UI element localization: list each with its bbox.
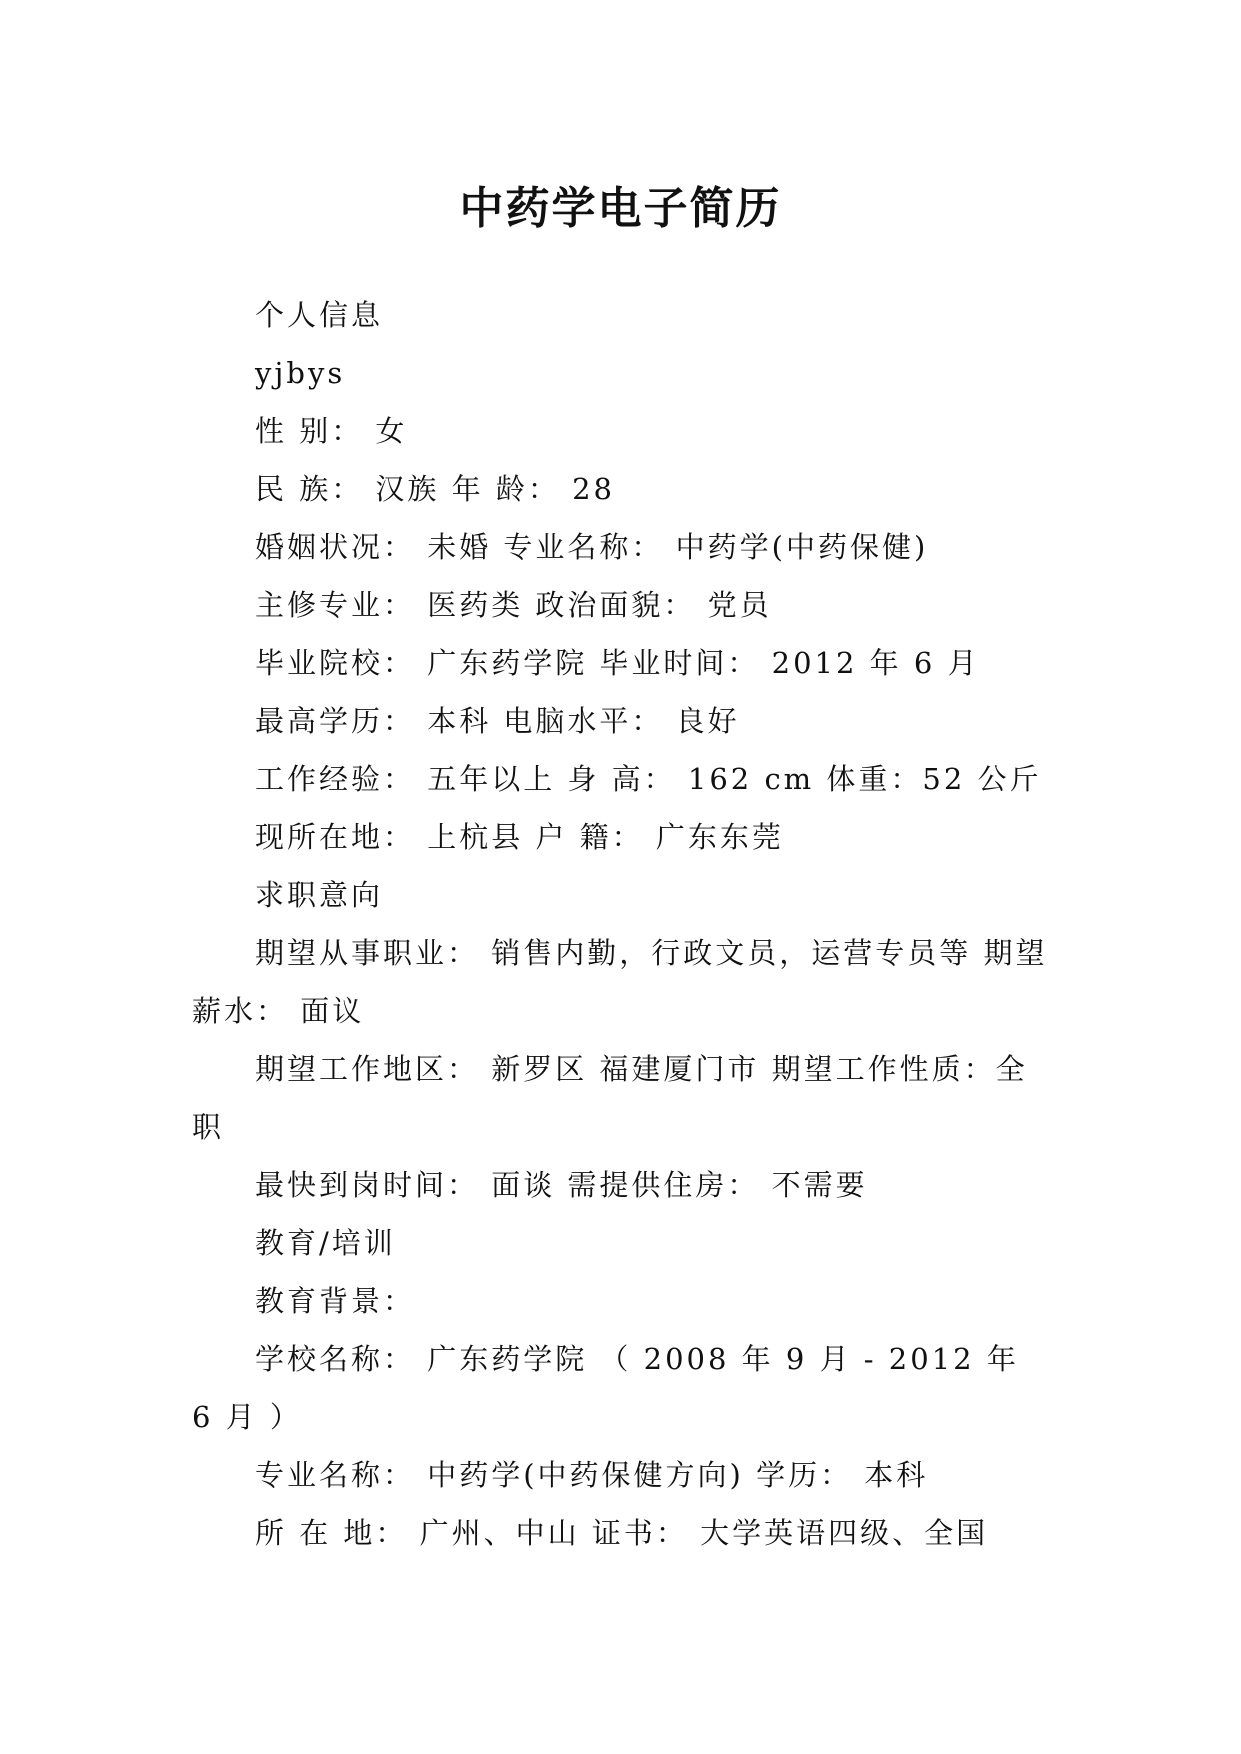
location-hukou-line: 现所在地： 上杭县 户 籍： 广东东莞 xyxy=(255,820,784,854)
major-degree-line: 专业名称： 中药学(中药保健方向) 学历： 本科 xyxy=(255,1458,929,1492)
start-time-housing-line: 最快到岗时间： 面谈 需提供住房： 不需要 xyxy=(255,1168,868,1202)
experience-height-weight-line: 工作经验： 五年以上 身 高： 162 cm 体重：52 公斤 xyxy=(255,762,1042,796)
location-certificate-line: 所 在 地： 广州、中山 证书： 大学英语四级、全国 xyxy=(255,1516,989,1550)
section-heading-education-training: 教育/培训 xyxy=(255,1226,396,1260)
section-heading-personal-info: 个人信息 xyxy=(255,298,384,332)
section-heading-job-intention: 求职意向 xyxy=(255,878,384,912)
school-name-paragraph: 学校名称： 广东药学院 （ 2008 年 9 月 - 2012 年 6 月 ） xyxy=(192,1342,1032,1434)
desired-area-type-paragraph: 期望工作地区： 新罗区 福建厦门市 期望工作性质：全职 xyxy=(192,1052,1028,1144)
major-political-line: 主修专业： 医药类 政治面貌： 党员 xyxy=(255,588,772,622)
ethnicity-age-line: 民 族： 汉族 年 龄： 28 xyxy=(255,472,615,506)
school-graduation-line: 毕业院校： 广东药学院 毕业时间： 2012 年 6 月 xyxy=(255,646,980,680)
desired-job-salary-paragraph: 期望从事职业： 销售内勤，行政文员，运营专员等 期望薪水： 面议 xyxy=(192,936,1048,1028)
education-computer-line: 最高学历： 本科 电脑水平： 良好 xyxy=(255,704,740,738)
resume-body xyxy=(192,286,1052,1562)
education-background-label: 教育背景： xyxy=(255,1284,416,1318)
document-title: 中药学电子简历 xyxy=(459,183,782,235)
gender-line: 性 别： 女 xyxy=(255,414,408,448)
name-line: yjbys xyxy=(255,356,346,390)
marital-major-line: 婚姻状况： 未婚 专业名称： 中药学(中药保健) xyxy=(255,530,929,564)
